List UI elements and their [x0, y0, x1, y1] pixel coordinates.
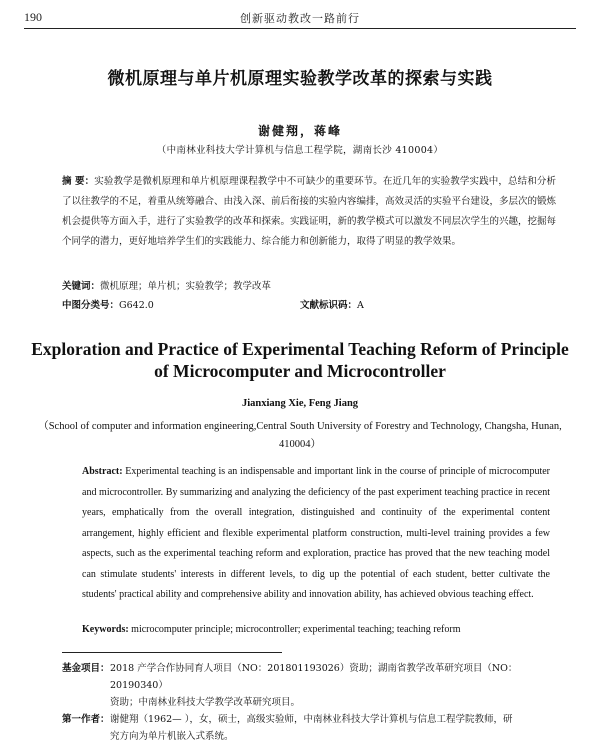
fund-label: 基金项目：	[62, 663, 110, 674]
affiliation-english: （School of computer and information engineering,Central South University of Forestry and Technology, Changsha, Hunan, 410004）	[38, 421, 562, 450]
document-code-value: A	[357, 300, 364, 311]
abstract-chinese-label: 摘 要：	[62, 176, 95, 187]
clc-label: 中图分类号：	[62, 300, 120, 311]
affiliation-chinese: （中南林业科技大学计算机与信息工程学院，湖南长沙 410004）	[156, 145, 444, 156]
fund-text-line1: 2018 产学合作协同育人项目（NO：201801193026）资助；湖南省教学改革研究项目（NO：20190340）	[110, 663, 518, 691]
first-author-label: 第一作者：	[62, 714, 110, 725]
abstract-chinese-text: 实验教学是微机原理和单片机原理课程教学中不可缺少的重要环节。在近几年的实验教学实践中，总结和分析了以往教学的不足，着重从统筹融合、由浅入深、前后衔接的实验内容编排，高效灵活的实验平台建设，多层次的锻炼机会提供等方面入手，进行了实验教学的改革和探索。实践证明，新的教学模式可以激发不同层次学生的兴趣，挖掘每个同学的潜力，更好地培养学生们的实践能力、综合能力和创新能力，取得了明显的教学效果。	[62, 176, 557, 247]
footnotes	[62, 660, 556, 745]
first-author-line2: 究方向为单片机嵌入式系统。	[110, 731, 234, 742]
first-author-line1: 谢健翔（1962— ），女，硕士，高级实验师，中南林业科技大学计算机与信息工程学院教师，研	[110, 714, 513, 725]
title-chinese: 微机原理与单片机原理实验教学改革的探索与实践	[107, 69, 493, 89]
clc-value: G642.0	[119, 300, 154, 311]
keywords-chinese-label: 关键词：	[62, 281, 101, 292]
footnote-divider	[62, 652, 282, 653]
document-code-label: 文献标识码：	[300, 300, 358, 311]
abstract-english	[82, 462, 550, 606]
page-number: 190	[24, 10, 42, 24]
running-title: 创新驱动教改一路前行	[240, 12, 360, 25]
footnote-author	[62, 711, 556, 728]
running-header	[24, 8, 576, 29]
authors-english: Jianxiang Xie, Feng Jiang	[241, 398, 359, 409]
abstract-english-label: Abstract:	[82, 466, 123, 477]
fund-text-line2: 资助；中南林业科技大学教学改革研究项目。	[110, 697, 301, 708]
keywords-english-text: microcomputer principle; microcontroller; experimental teaching; teaching reform	[131, 624, 461, 635]
keywords-english	[82, 624, 550, 635]
abstract-chinese	[62, 172, 556, 252]
classification-row	[62, 296, 556, 316]
document-code	[300, 296, 364, 316]
title-english: Exploration and Practice of Experimental Teaching Reform of Principle of Microcomputer and Microcontroller	[31, 339, 569, 381]
footnote-fund	[62, 660, 556, 694]
keywords-chinese-text: 微机原理；单片机；实验教学；教学改革	[100, 281, 272, 292]
authors-chinese: 谢健翔，蒋峰	[257, 124, 342, 138]
abstract-english-text: Experimental teaching is an indispensable and important link in the course of principle of microcomputer and microcontroller. By summarizing and analyzing the deficiency of the past experiment teaching practice in recent years, emphatically from the overall integration, distinguished and continuity of the experimental content arrangement, highly efficient and flexible experimental platform construction, multi-level training provides a few aspects, such as the experimental teaching reform and exploration, practice has proved that the new teaching model can stimulate students' interests in different levels, to dig up the potential of each student, better cultivate the students' practical ability and comprehensive ability and innovation ability, has achieved obvious teaching effect.	[82, 466, 551, 600]
keywords-english-label: Keywords:	[82, 624, 129, 635]
keywords-chinese	[62, 277, 556, 297]
